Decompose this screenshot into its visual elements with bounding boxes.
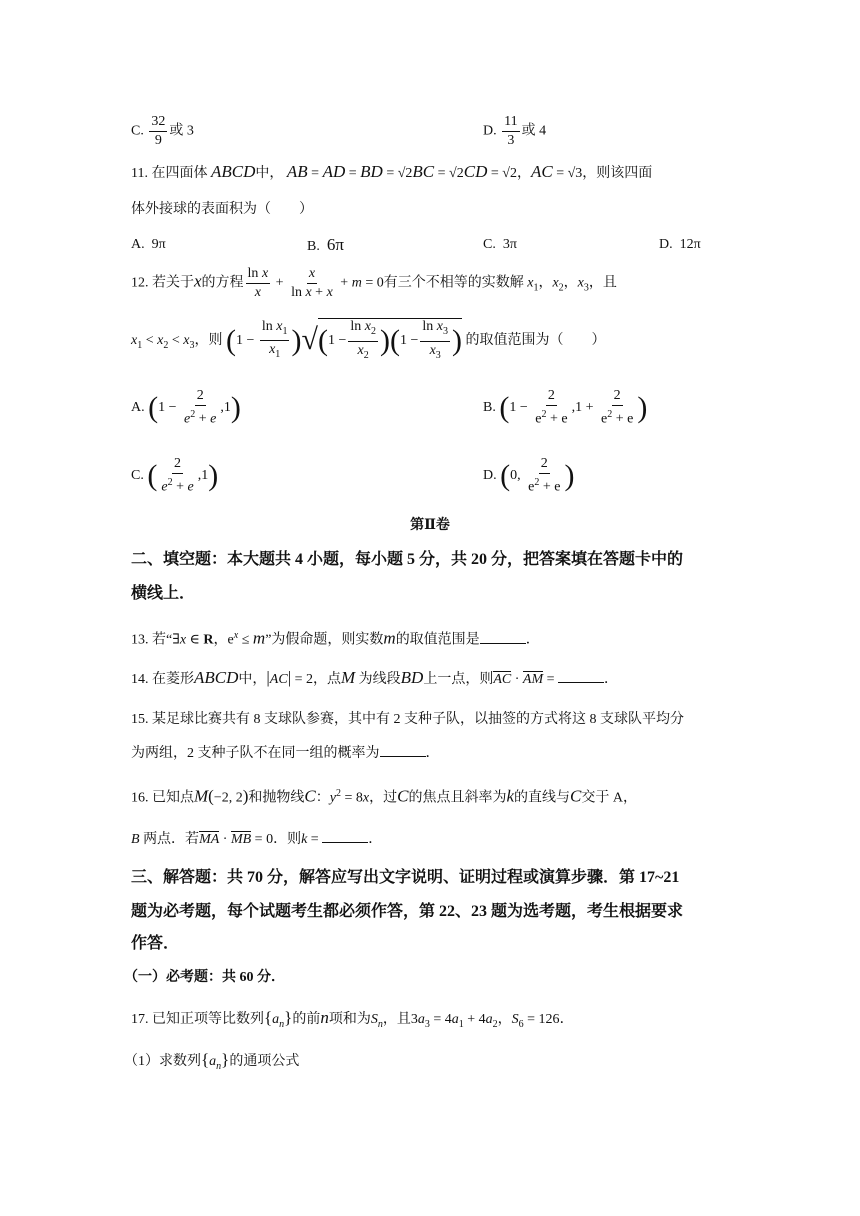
answer-blank[interactable] bbox=[480, 629, 526, 644]
q11-line-1: 11. 在四面体 ABCD中， AB = AD = BD = √2BC = √2CD = √2，AC = √3，则该四面 bbox=[131, 162, 653, 181]
answer-blank[interactable] bbox=[558, 668, 604, 683]
q11-line-2: 体外接球的表面积为（ ） bbox=[131, 202, 313, 217]
q10-option-d: D. $\frac{11}{3}$ 或 4 bbox=[483, 114, 547, 148]
q11-option-a: A. 9π bbox=[131, 237, 166, 252]
q11-option-d: D. 12π bbox=[659, 237, 701, 252]
q10-option-c: C. $\frac{32}{9}$ 或 3 bbox=[131, 114, 194, 148]
q12-option-c: C. ( $\frac{2}{e^2 + e}$ ,1) bbox=[131, 456, 219, 495]
required-questions-heading: （一）必考题：共 60 分． bbox=[124, 970, 285, 985]
q12-option-d: D. (0, $\frac{2}{e^2 + e}$ ) bbox=[483, 456, 575, 495]
q11-option-c: C. 3π bbox=[483, 237, 517, 252]
q14: 14. 在菱形ABCD中，|AC| = 2，点M 为线段BD上一点，则AC · AM = ． bbox=[131, 668, 618, 690]
fraction: $\frac{32}{9}$ bbox=[151, 114, 166, 148]
answer-blank[interactable] bbox=[380, 742, 426, 757]
part3-heading-line-1: 三、解答题：共 70 分，解答应写出文字说明、证明过程或演算步骤．第 17~21 bbox=[131, 869, 680, 886]
q17-sub-1: （1）求数列$\{a_n\}$的通项公式 bbox=[124, 1050, 300, 1072]
q15-line-2: 为两组，2 支种子队不在同一组的概率为 ． bbox=[131, 742, 440, 764]
answer-blank[interactable] bbox=[322, 828, 368, 843]
section-title: 第Ⅱ卷 bbox=[410, 518, 450, 533]
part3-heading-line-3: 作答． bbox=[131, 935, 180, 952]
q17: 17. 已知正项等比数列$\{a_n\}$的前n项和为$S_n$，且$3a_3 = 4a_1 + 4a_2$，$S_6 = 126$． bbox=[131, 1008, 574, 1030]
q15-line-1: 15. 某足球比赛共有 8 支球队参赛，其中有 2 支种子队，以抽签的方式将这 8 支球队平均分 bbox=[131, 712, 684, 727]
q11-option-b: B. 6π bbox=[307, 235, 344, 254]
q12-option-b: B. (1 − $\frac{2}{e^2 + e}$ ,1 + $\frac{2}{e^2 + e}$ ) bbox=[483, 388, 648, 427]
q16-line-1: 16. 已知点M(−2, 2)和抛物线C：$y^2 = 8x$，过C的焦点且斜率为k的直线与C交于 A， bbox=[131, 786, 637, 806]
q12-option-a: A. (1 − $\frac{2}{e^2 + e}$ ,1) bbox=[131, 388, 241, 427]
part3-heading-line-2: 题为必考题，每个试题考生都必须作答，第 22、23 题为选考题，考生根据要求 bbox=[131, 903, 684, 920]
q12-line-1: 12. 若关于x的方程 $\frac{\text{ln x}}{x}$ + $\frac{x}{\text{ln x + x}}$ + m = 0有三个不相等的实数解 $x_1$，$x_2$，$x_3$，且 bbox=[131, 266, 617, 300]
q16-line-2: B 两点．若MA · MB = 0．则k = ． bbox=[131, 828, 382, 850]
q12-line-2: $x_1 < x_2 < x_3$，则 (1 − $\frac{\ln x_1}{x_1}$ ) √ ( 1 − $\frac{\ln x_2}{x_2}$ ) ( 1 − $\frac{\ln x_3}{x_3}$ ) 的取值范围为（ ） bbox=[131, 318, 605, 364]
q13: 13. 若“∃x ∈ R，$e^x \le m$”为假命题，则实数m的取值范围是 ． bbox=[131, 628, 540, 648]
fraction: $\frac{11}{3}$ bbox=[504, 114, 518, 148]
part2-heading-line-2: 横线上． bbox=[131, 585, 196, 602]
part2-heading-line-1: 二、填空题：本大题共 4 小题，每小题 5 分，共 20 分，把答案填在答题卡中的 bbox=[131, 551, 684, 568]
